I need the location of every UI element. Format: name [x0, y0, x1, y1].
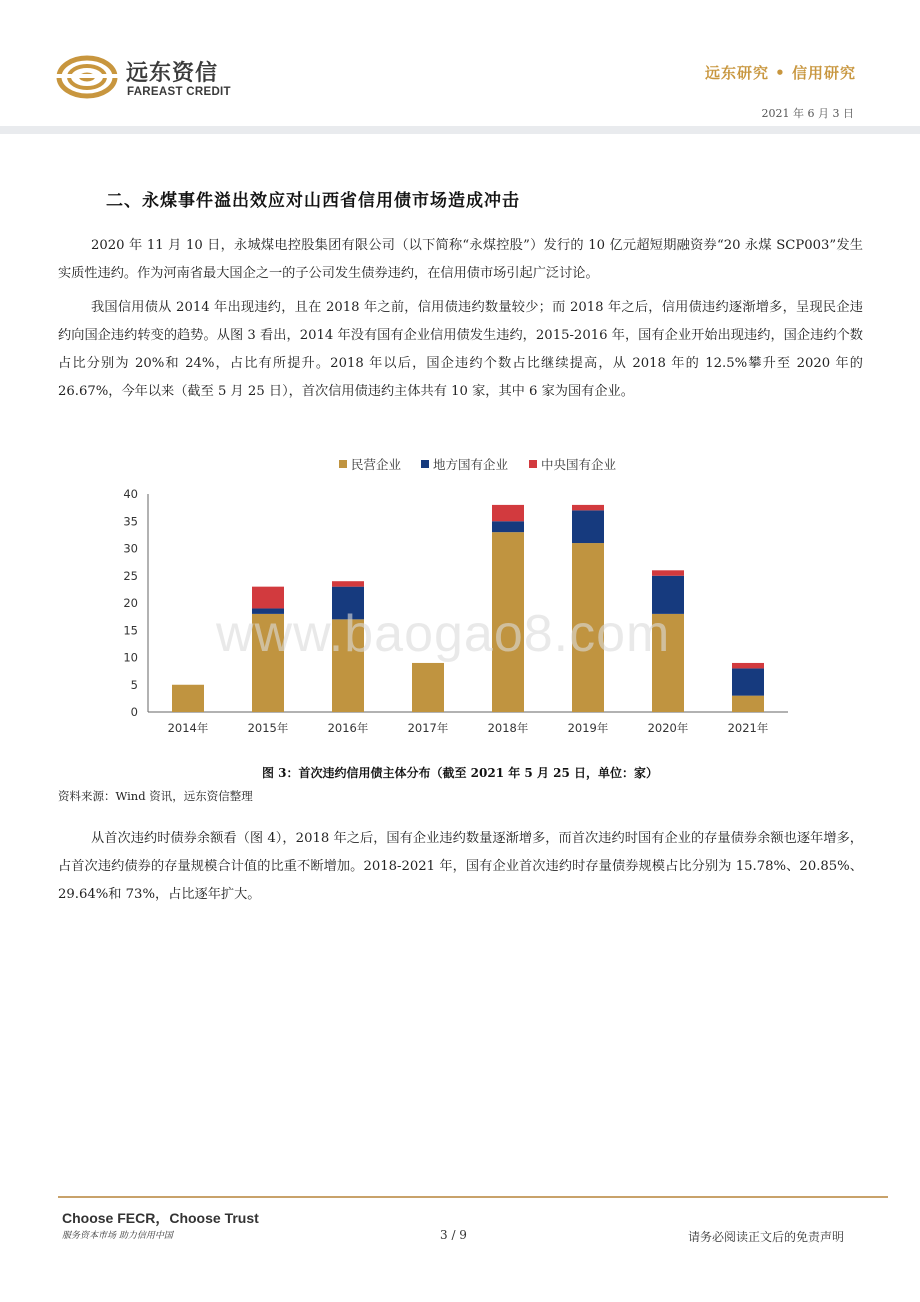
bar-segment	[732, 668, 764, 695]
x-tick-label: 2020年	[647, 721, 689, 735]
report-date: 2021 年 6 月 3 日	[761, 107, 854, 120]
paragraph-2: 我国信用债从 2014 年出现违约，且在 2018 年之前，信用债违约数量较少；而 2018 年之后，信用债违约逐渐增多，呈现民企违约向国企违约转变的趋势。从图 3 看出，2014 年没有国有企业信用债发生违约，2015-2016 年，国有企业开始出现违约，国企违约个数占比分别为 20%和 24%，占比有所提升。2018 年以后，国企违约个数占比继续提高，从 2018 年的 12.5%攀升至 2020 年的 26.67%，今年以来（截至 5 月 25 日），首次信用债违约主体共有 10 家，其中 6 家为国有企业。	[58, 300, 863, 399]
watermark: www.baogao8.com	[216, 605, 671, 663]
bar-segment	[572, 505, 604, 510]
page-number: 3 / 9	[440, 1228, 467, 1242]
footer-subslogan: 服务资本市场 助力信用中国	[62, 1231, 173, 1241]
legend-label: 民营企业	[351, 457, 402, 472]
x-tick-label: 2015年	[247, 721, 289, 735]
legend-label: 中央国有企业	[541, 457, 617, 472]
footer-slogan: Choose FECR，Choose Trust	[62, 1210, 259, 1226]
x-tick-label: 2016年	[327, 721, 369, 735]
y-tick-label: 40	[123, 487, 138, 501]
x-tick-label: 2014年	[167, 721, 209, 735]
paragraph-3: 从首次违约时债券余额看（图 4），2018 年之后，国有企业违约数量逐渐增多，而首次违约时国有企业的存量债券余额也逐年增多，占首次违约债券的存量规模合计值的比重不断增加。2018-2021 年，国有企业首次违约时存量债券规模占比分别为 15.78%、20.85%、29.64%和 73%，占比逐年扩大。	[58, 831, 863, 902]
bar-segment	[732, 663, 764, 668]
y-tick-label: 0	[130, 705, 138, 719]
legend-swatch	[529, 460, 537, 468]
data-source: 资料来源：Wind 资讯，远东资信整理	[58, 789, 253, 803]
x-tick-label: 2018年	[487, 721, 529, 735]
figure-caption: 图 3：首次违约信用债主体分布（截至 2021 年 5 月 25 日，单位：家）	[261, 766, 659, 780]
section-label: 远东研究 • 信用研究	[704, 64, 856, 82]
header-divider	[0, 126, 920, 134]
brand-name-en: FAREAST CREDIT	[127, 86, 231, 98]
section-title: 二、永煤事件溢出效应对山西省信用债市场造成冲击	[106, 191, 520, 211]
y-tick-label: 10	[123, 650, 138, 665]
disclaimer-note: 请务必阅读正文后的免责声明	[687, 1230, 844, 1244]
bar-segment	[572, 510, 604, 543]
x-tick-label: 2021年	[727, 721, 769, 735]
brand-name-cn: 远东资信	[126, 61, 219, 86]
fareast-credit-logo-icon	[56, 52, 118, 102]
default-entities-bar-chart	[108, 446, 808, 746]
y-tick-label: 35	[123, 514, 138, 529]
y-tick-label: 25	[123, 568, 138, 583]
x-tick-label: 2017年	[407, 721, 449, 735]
y-tick-label: 15	[123, 623, 138, 638]
bar-segment	[332, 581, 364, 586]
paragraph-1: 2020 年 11 月 10 日，永城煤电控股集团有限公司（以下简称“永煤控股”）发行的 10 亿元超短期融资券“20 永煤 SCP003”发生实质性违约。作为河南省最大国企之一的子公司发生债券违约，在信用债市场引起广泛讨论。	[58, 238, 863, 281]
legend-label: 地方国有企业	[433, 457, 509, 472]
bar-segment	[172, 685, 204, 712]
bar-segment	[492, 505, 524, 521]
y-tick-label: 30	[123, 541, 138, 556]
y-tick-label: 5	[130, 677, 138, 692]
footer-divider	[58, 1196, 888, 1198]
x-tick-label: 2019年	[567, 721, 609, 735]
bar-segment	[412, 663, 444, 712]
bar-segment	[652, 570, 684, 575]
bar-segment	[732, 696, 764, 712]
legend-swatch	[339, 460, 347, 468]
y-tick-label: 20	[123, 596, 138, 610]
bar-segment	[492, 521, 524, 532]
legend-swatch	[421, 460, 429, 468]
